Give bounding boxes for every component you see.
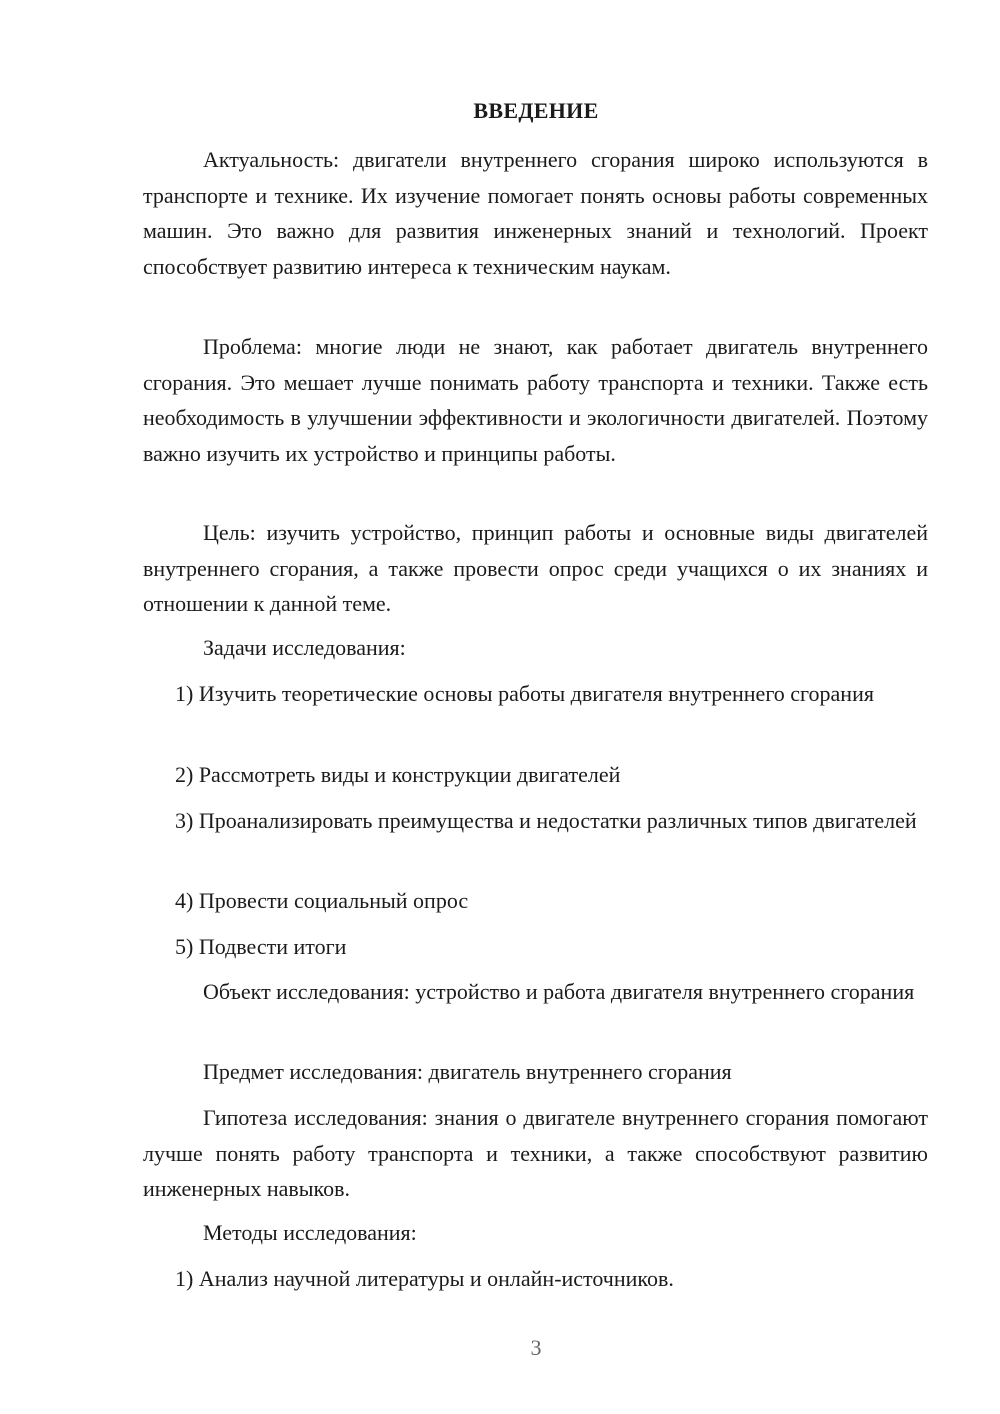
paragraph-relevance: Актуальность: двигатели внутреннего сгорания широко используются в транспорте и технике. Их изучение помогает понять основы работы современных машин. Это важно для развития инженерных знаний и технологий. Проект способствует развитию интереса к техническим наукам. bbox=[143, 147, 928, 279]
paragraph-subject: Предмет исследования: двигатель внутреннего сгорания bbox=[203, 1059, 732, 1084]
page-number: 3 bbox=[530, 1335, 542, 1360]
task-item-3: 3) Проанализировать преимущества и недостатки различных типов двигателей bbox=[175, 808, 917, 833]
paragraph-goal: Цель: изучить устройство, принцип работы и основные виды двигателей внутреннего сгорания, а также провести опрос среди учащихся о их знаниях и отношении к данной теме. bbox=[143, 520, 928, 616]
methods-heading: Методы исследования: bbox=[203, 1220, 417, 1245]
paragraph-hypothesis: Гипотеза исследования: знания о двигателе внутреннего сгорания помогают лучше понять работу транспорта и техники, а также способствуют развитию инженерных навыков. bbox=[143, 1105, 928, 1201]
task-item-2: 2) Рассмотреть виды и конструкции двигателей bbox=[175, 762, 621, 787]
task-item-1: 1) Изучить теоретические основы работы двигателя внутреннего сгорания bbox=[175, 681, 874, 706]
paragraph-object: Объект исследования: устройство и работа двигателя внутреннего сгорания bbox=[203, 979, 915, 1004]
tasks-heading: Задачи исследования: bbox=[203, 635, 406, 660]
task-item-4: 4) Провести социальный опрос bbox=[175, 888, 469, 913]
page-title: ВВЕДЕНИЕ bbox=[473, 98, 599, 123]
paragraph-problem: Проблема: многие люди не знают, как работает двигатель внутреннего сгорания. Это мешает лучше понимать работу транспорта и техники. Также есть необходимость в улучшении эффективности и экологичности двигателей. Поэтому важно изучить их устройство и принципы работы. bbox=[143, 334, 928, 466]
task-item-5: 5) Подвести итоги bbox=[175, 934, 347, 959]
method-item-1: 1) Анализ научной литературы и онлайн-источников. bbox=[175, 1266, 674, 1291]
